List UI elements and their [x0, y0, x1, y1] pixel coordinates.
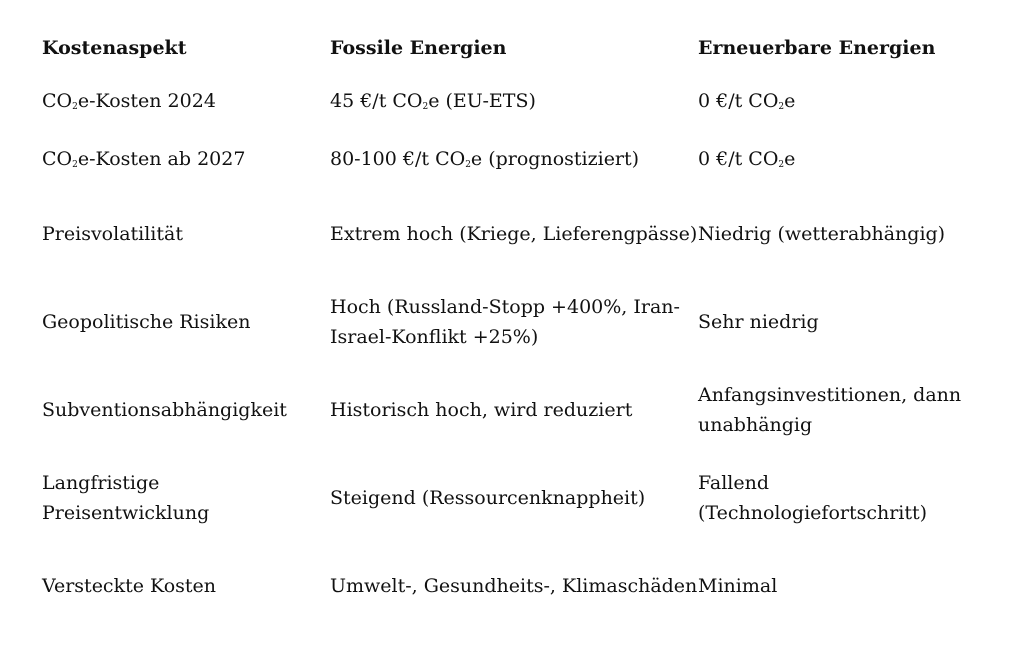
cell-aspect: Versteckte Kosten — [42, 575, 216, 597]
header-renewable-energy: Erneuerbare Energien — [698, 37, 936, 59]
cell-renewable: Anfangsinvestitionen, dann unabhängig — [698, 384, 962, 436]
cell-fossil: Hoch (Russland-Stopp +400%, Iran-Israel-Konflikt +25%) — [330, 296, 680, 348]
cell-renewable: Sehr niedrig — [698, 311, 819, 333]
table-row — [42, 132, 998, 190]
cell-fossil: Umwelt-, Gesundheits-, Klimaschäden — [330, 575, 698, 597]
cell-fossil: 80-100 €/t $CO_2e$ (prognostiziert) — [330, 148, 640, 170]
cell-fossil: Historisch hoch, wird reduziert — [330, 399, 633, 421]
cell-aspect: Geopolitische Risiken — [42, 311, 251, 333]
table-row — [42, 74, 998, 132]
cell-renewable: Minimal — [698, 575, 778, 597]
header-row — [42, 22, 998, 74]
header-cost-aspect: Kostenaspekt — [42, 37, 187, 59]
cell-fossil: 45 €/t $CO_2e$ (EU-ETS) — [330, 90, 536, 112]
cell-aspect: Preisvolatilität — [42, 223, 183, 245]
cell-renewable: Niedrig (wetterabhängig) — [698, 223, 946, 245]
table-row — [42, 454, 998, 542]
table-header — [42, 22, 998, 74]
cell-aspect: $CO_2e$-Kosten ab 2027 — [42, 148, 246, 170]
table-row — [42, 542, 998, 630]
cell-renewable: 0 €/t $CO_2e$ — [698, 90, 796, 112]
table-row — [42, 366, 998, 454]
cell-aspect: Subventionsabhängigkeit — [42, 399, 287, 421]
cell-aspect: Langfristige Preisentwicklung — [42, 472, 210, 524]
header-fossil-energy: Fossile Energien — [330, 37, 507, 59]
cell-renewable: 0 €/t $CO_2e$ — [698, 148, 796, 170]
cell-fossil: Extrem hoch (Kriege, Lieferengpässe) — [330, 223, 698, 245]
table-row — [42, 278, 998, 366]
table-row — [42, 190, 998, 278]
cost-comparison-table — [42, 22, 998, 630]
cell-fossil: Steigend (Ressourcenknappheit) — [330, 487, 646, 509]
cell-aspect: $CO_2e$-Kosten 2024 — [42, 90, 216, 112]
table-body — [42, 74, 998, 630]
cell-renewable: Fallend (Technologiefortschritt) — [698, 472, 928, 524]
